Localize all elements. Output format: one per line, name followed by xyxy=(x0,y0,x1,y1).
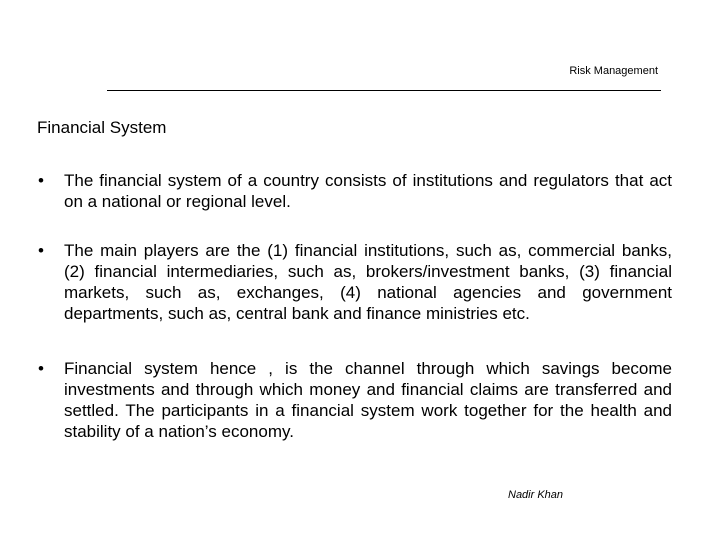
bullet-item-main-players xyxy=(38,240,672,324)
section-heading: Financial System xyxy=(37,118,167,137)
author-name: Nadir Khan xyxy=(508,489,564,501)
bullet-list xyxy=(38,170,672,442)
bullet-marker: • xyxy=(38,359,44,378)
bullet-item-channel xyxy=(38,358,672,442)
header-title: Risk Management xyxy=(569,65,658,77)
header-divider xyxy=(107,90,661,91)
bullet-marker: • xyxy=(38,171,44,190)
bullet-text: The financial system of a country consists of institutions and regulators that act on a national or regional level. xyxy=(64,171,672,211)
bullet-item-institutions xyxy=(38,170,672,212)
bullet-marker: • xyxy=(38,241,44,260)
bullet-text: The main players are the (1) financial institutions, such as, commercial banks, (2) financial intermediaries, such as, brokers/investment banks, (3) financial markets, such as, exchanges, (4) national agencies and government departments, such as, central bank and finance ministries etc. xyxy=(64,241,672,323)
bullet-text: Financial system hence , is the channel through which savings become investments and through which money and financial claims are transferred and settled. The participants in a financial system work together for the health and stability of a nation’s economy. xyxy=(64,359,672,441)
